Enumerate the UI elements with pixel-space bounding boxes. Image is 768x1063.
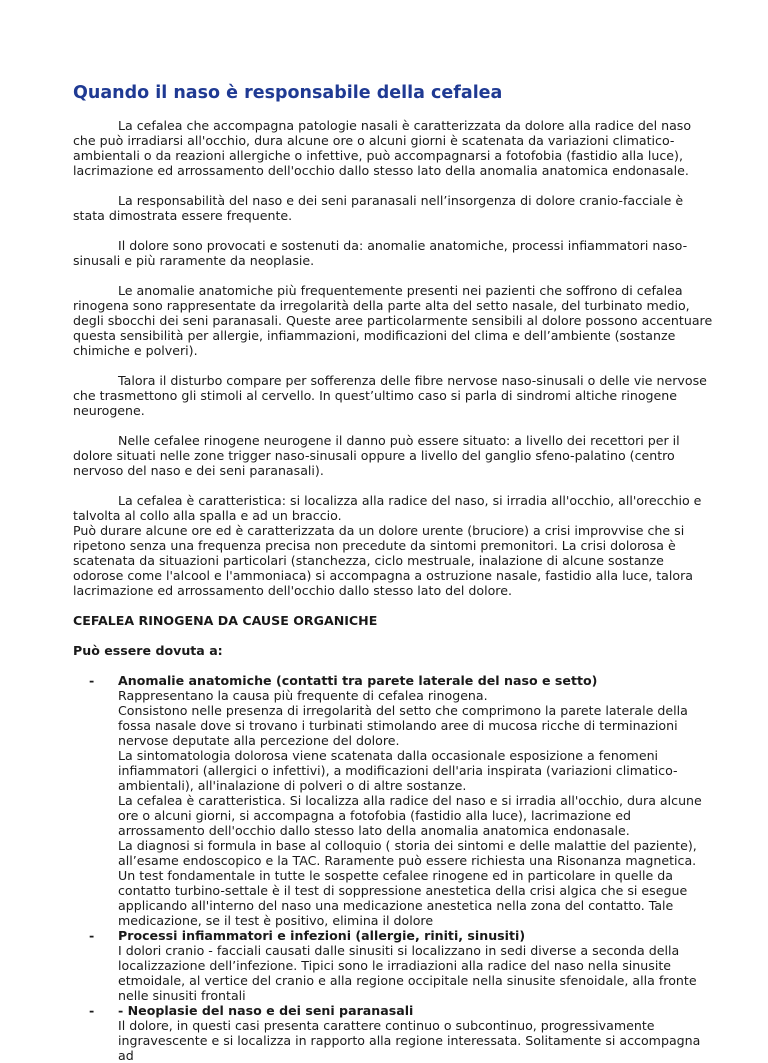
paragraph-4-text: Le anomalie anatomiche più frequentemente presenti nei pazienti che soffrono di cefalea rinogena sono rappresentate da irregolarità della parte alta del setto nasale, del turbinato medio, degli sbocchi dei seni paranasali. Queste aree particolarmente sensibili al dolore possono accentuare questa sensibilità per allergie, infiammazioni, modificazioni del clima e dell’ambiente (sostanze chimiche e polveri). xyxy=(73,283,713,358)
page-title: Quando il naso è responsabile della cefalea xyxy=(73,83,503,103)
list-item-line: Un test fondamentale in tutte le sospette cefalee rinogene ed in particolare in quelle da contatto turbino-settale è il test di soppressione anestetica della crisi algica che si esegue applicando all'interno del naso una medicazione anestetica nella zona del contatto. Tale medicazione, se il test è positivo, elimina il dolore xyxy=(118,868,688,928)
dash-bullet: - xyxy=(89,1003,95,1018)
paragraph-7-line-1: La cefalea è caratteristica: si localizza alla radice del naso, si irradia all'occhio, all'orecchio e talvolta al collo alla spalla e ad un braccio. xyxy=(73,493,702,523)
list-item xyxy=(73,1003,713,1063)
list-item xyxy=(73,928,713,1003)
list-item-title: - Neoplasie del naso e dei seni paranasali xyxy=(118,1003,414,1018)
section-heading: CEFALEA RINOGENA DA CAUSE ORGANICHE xyxy=(73,613,378,628)
paragraph-5 xyxy=(73,373,713,418)
list-item-line: Consistono nelle presenza di irregolarità del setto che comprimono la parete laterale della fossa nasale dove si trovano i turbinati stimolando aree di mucosa ricche di terminazioni nervose deputate alla percezione del dolore. xyxy=(118,703,688,748)
paragraph-6 xyxy=(73,433,713,478)
list-item xyxy=(73,673,713,928)
causes-list xyxy=(73,673,713,1063)
list-item-line: La sintomatologia dolorosa viene scatenata dalla occasionale esposizione a fenomeni infiammatori (allergici o infettivi), a modificazioni dell'aria inspirata (variazioni climatico-ambientali), all'inalazione di polveri o di altre sostanze. xyxy=(118,748,678,793)
list-item-line: Rappresentano la causa più frequente di cefalea rinogena. xyxy=(118,688,488,703)
paragraph-3-text: Il dolore sono provocati e sostenuti da: anomalie anatomiche, processi infiammatori naso-sinusali e più raramente da neoplasie. xyxy=(73,238,688,268)
list-item-line: La diagnosi si formula in base al colloquio ( storia dei sintomi e delle malattie del paziente), all’esame endoscopico e la TAC. Raramente può essere richiesta una Risonanza magnetica. xyxy=(118,838,697,868)
dash-bullet: - xyxy=(89,673,95,688)
list-item-line: Il dolore, in questi casi presenta carattere continuo o subcontinuo, progressivamente ingravescente e si localizza in rapporto alla regione interessata. Solitamente si accompagna ad xyxy=(118,1018,701,1063)
paragraph-3 xyxy=(73,238,713,268)
paragraph-4 xyxy=(73,283,713,358)
paragraph-1-text: La cefalea che accompagna patologie nasali è caratterizzata da dolore alla radice del naso che può irradiarsi all'occhio, dura alcune ore o alcuni giorni è scatenata da variazioni climatico-ambientali o da reazioni allergiche o infettive, può accompagnarsi a fotofobia (fastidio alla luce), lacrimazione ed arrossamento dell'occhio dallo stesso lato della anomalia anatomica endonasale. xyxy=(73,118,692,178)
list-item-line: I dolori cranio - facciali causati dalle sinusiti si localizzano in sedi diverse a seconda della localizzazione dell’infezione. Tipici sono le irradiazioni alla radice del naso nella sinusite etmoidale, al vertice del cranio e alla regione occipitale nella sinusite sfenoidale, alla fronte nelle sinusiti frontali xyxy=(118,943,697,1003)
list-item-title: Anomalie anatomiche (contatti tra parete laterale del naso e setto) xyxy=(118,673,598,688)
document-page xyxy=(73,82,713,1063)
list-item-line: La cefalea è caratteristica. Si localizza alla radice del naso e si irradia all'occhio, dura alcune ore o alcuni giorni, si accompagna a fotofobia (fastidio alla luce), lacrimazione ed arrossamento dell'occhio dallo stesso lato della anomalia anatomica endonasale. xyxy=(118,793,702,838)
list-item-title: Processi infiammatori e infezioni (allergie, riniti, sinusiti) xyxy=(118,928,526,943)
paragraph-2 xyxy=(73,193,713,223)
paragraph-5-text: Talora il disturbo compare per sofferenza delle fibre nervose naso-sinusali o delle vie nervose che trasmettono gli stimoli al cervello. In quest’ultimo caso si parla di sindromi altiche rinogene neurogene. xyxy=(73,373,707,418)
paragraph-1 xyxy=(73,118,713,178)
paragraph-6-text: Nelle cefalee rinogene neurogene il danno può essere situato: a livello dei recettori per il dolore situati nelle zone trigger naso-sinusali oppure a livello del ganglio sfeno-palatino (centro nervoso del naso e dei seni paranasali). xyxy=(73,433,680,478)
paragraph-7-line-2: Può durare alcune ore ed è caratterizzata da un dolore urente (bruciore) a crisi improvvise che si ripetono senza una frequenza precisa non precedute da sintomi premonitori. La crisi dolorosa è scatenata da situazioni particolari (stanchezza, ciclo mestruale, inalazione di alcune sostanze odorose come l'alcool e l'ammoniaca) si accompagna a ostruzione nasale, fastidio alla luce, talora lacrimazione ed arrossamento dell'occhio dallo stesso lato del dolore. xyxy=(73,523,693,598)
paragraph-2-text: La responsabilità del naso e dei seni paranasali nell’insorgenza di dolore cranio-facciale è stata dimostrata essere frequente. xyxy=(73,193,684,223)
subheading: Può essere dovuta a: xyxy=(73,643,223,658)
paragraph-7 xyxy=(73,493,713,598)
dash-bullet: - xyxy=(89,928,95,943)
